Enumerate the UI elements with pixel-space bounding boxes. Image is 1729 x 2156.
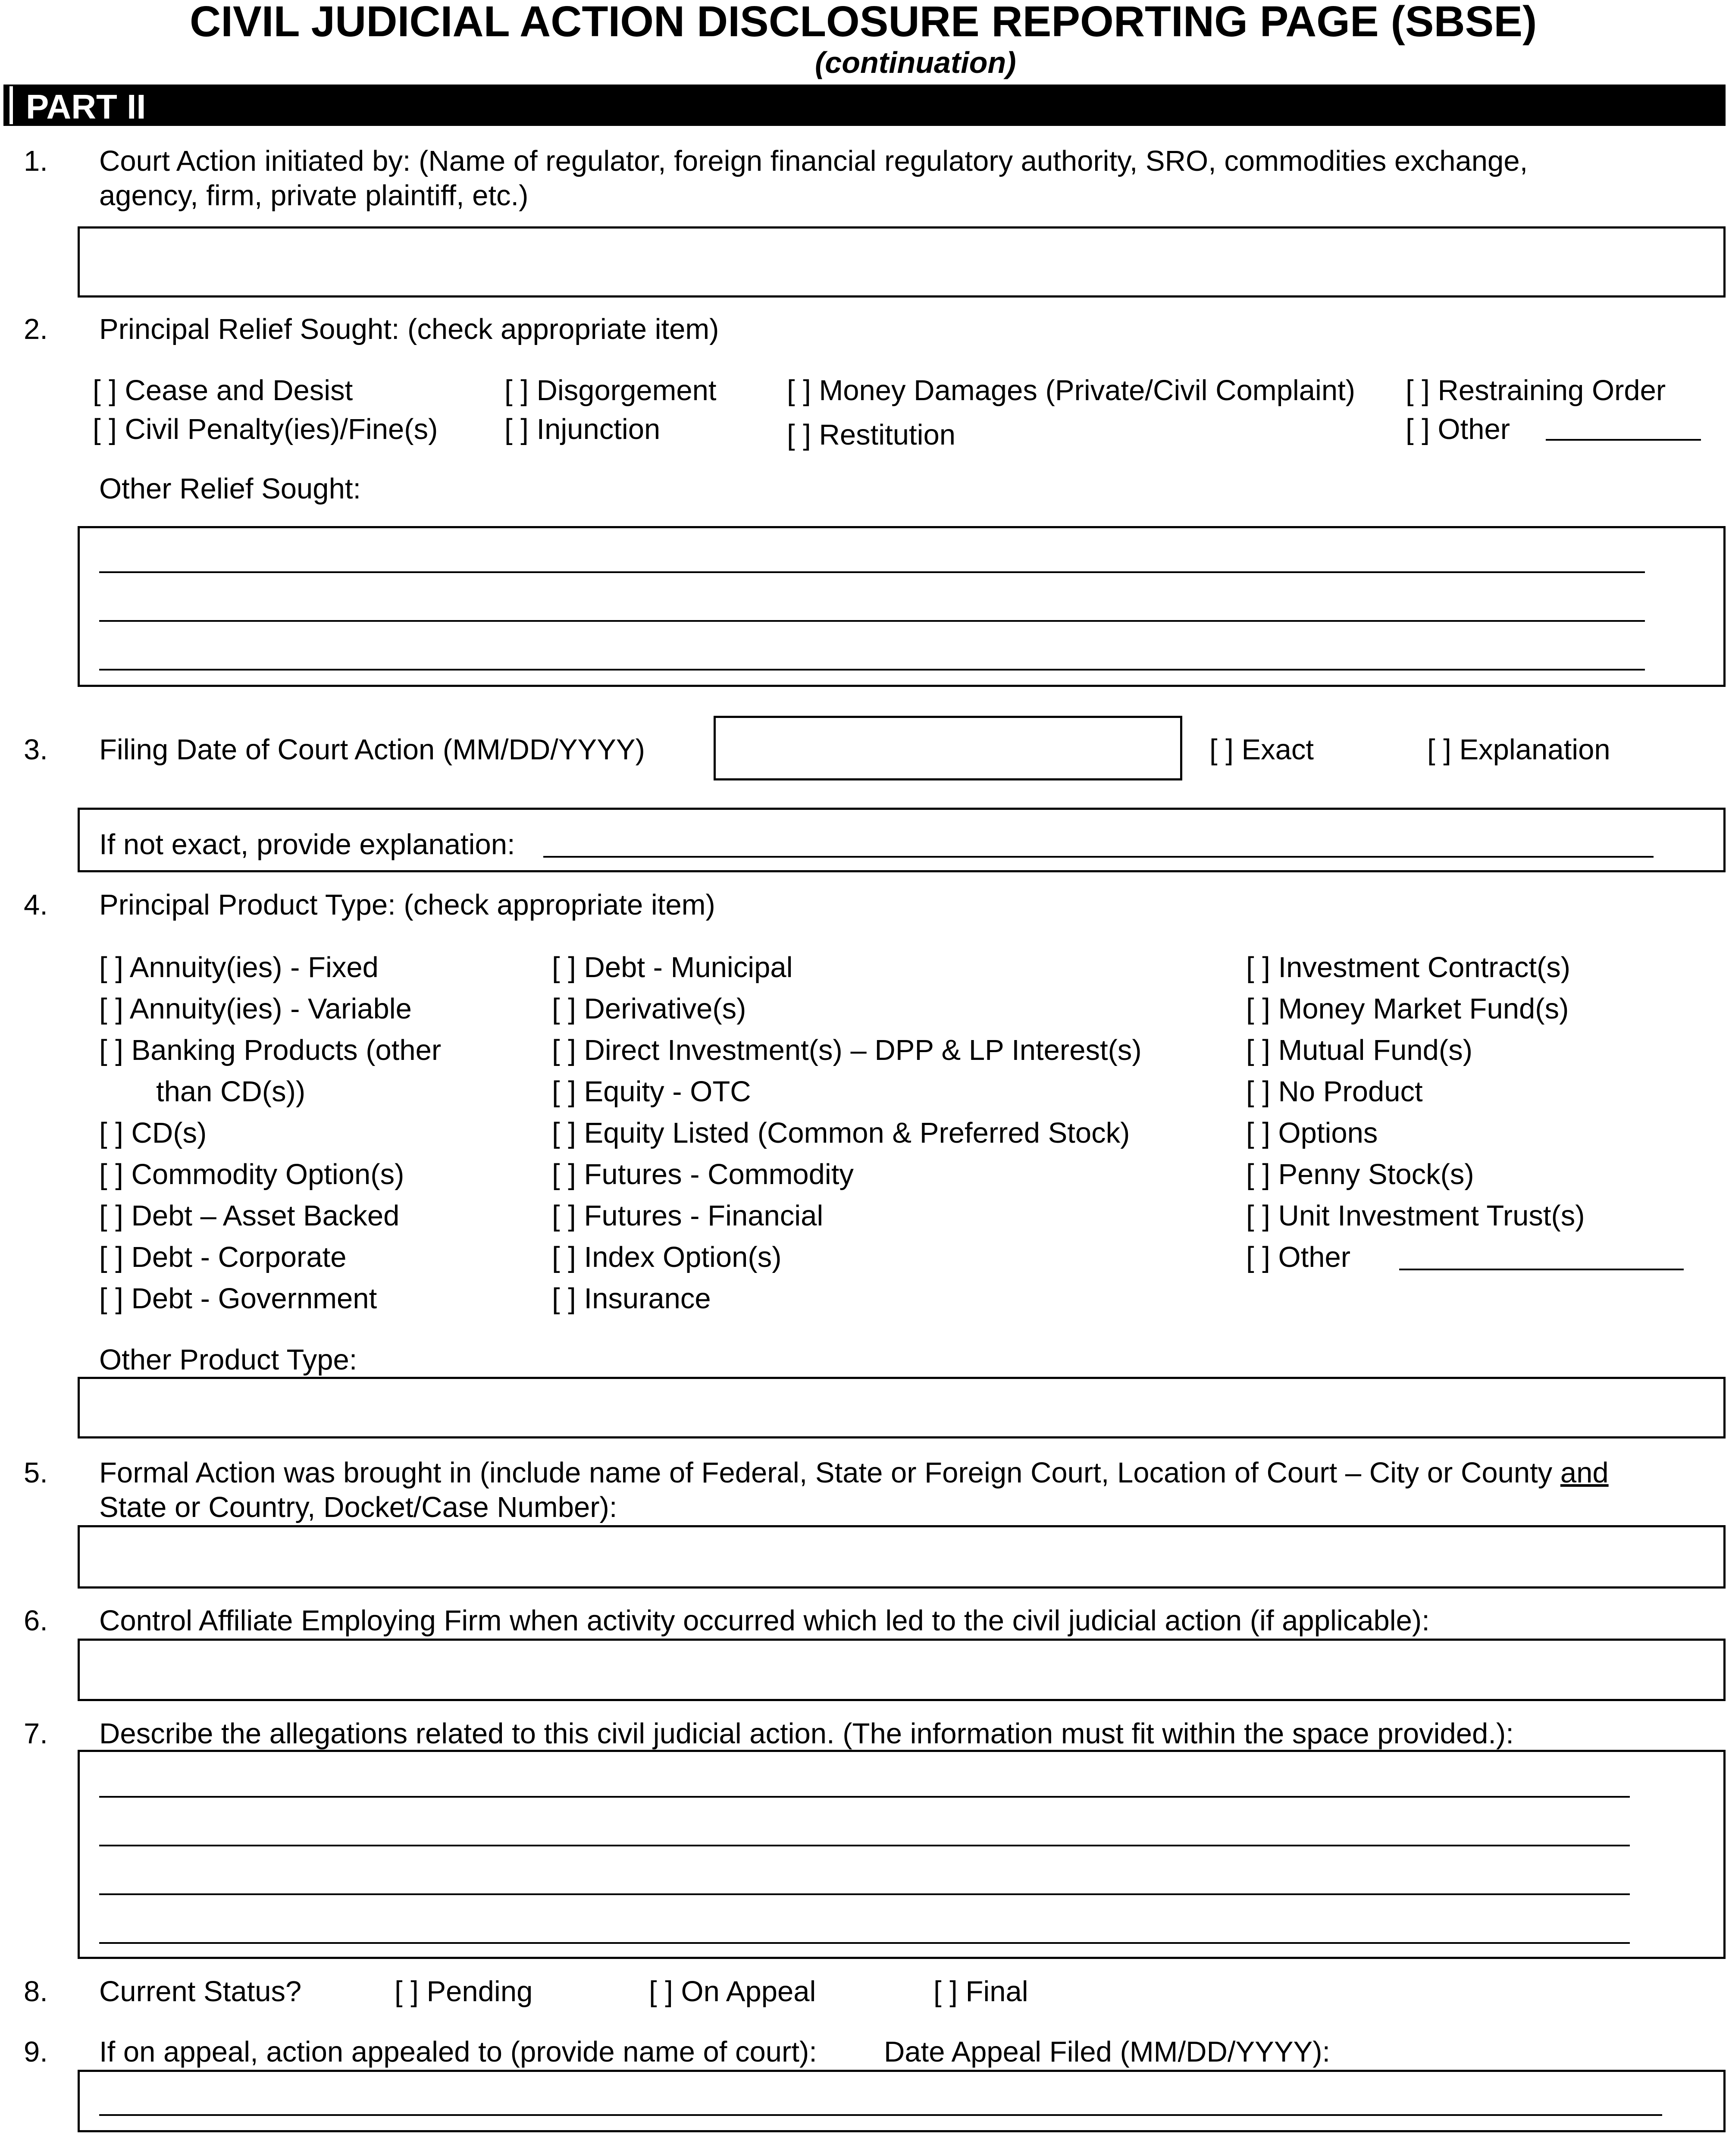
product-banking-products-continued: than CD(s)) [156,1075,306,1108]
formal-action-court-field[interactable] [78,1525,1726,1589]
relief-civil-penalty-checkbox[interactable]: [ ] Civil Penalty(ies)/Fine(s) [93,413,438,445]
q7-number: 7. [24,1717,48,1750]
filing-date-explanation-checkbox[interactable]: [ ] Explanation [1427,733,1610,766]
product-cd-checkbox[interactable]: [ ] CD(s) [99,1117,207,1149]
product-other-blank[interactable] [1399,1269,1684,1270]
filing-date-field[interactable] [714,716,1182,780]
q4-text: Principal Product Type: (check appropriate item) [99,889,715,921]
product-debt-government-checkbox[interactable]: [ ] Debt - Government [99,1282,377,1315]
relief-disgorgement-checkbox[interactable]: [ ] Disgorgement [504,374,717,407]
q7-text: Describe the allegations related to this civil judicial action. (The information must fit within the space provided.): [99,1717,1514,1750]
product-debt-municipal-checkbox[interactable]: [ ] Debt - Municipal [552,951,793,984]
product-options-checkbox[interactable]: [ ] Options [1246,1117,1378,1149]
status-on-appeal-checkbox[interactable]: [ ] On Appeal [649,1975,816,2008]
appeal-court-line [99,2114,1662,2116]
relief-injunction-checkbox[interactable]: [ ] Injunction [504,413,661,445]
product-penny-stock-checkbox[interactable]: [ ] Penny Stock(s) [1246,1158,1474,1191]
control-affiliate-field[interactable] [78,1639,1726,1701]
product-debt-corporate-checkbox[interactable]: [ ] Debt - Corporate [99,1241,347,1273]
product-commodity-option-checkbox[interactable]: [ ] Commodity Option(s) [99,1158,404,1191]
q5-text-line1 [99,1458,1609,1487]
page-subtitle: (continuation) [815,46,1016,79]
q8-number: 8. [24,1975,48,2008]
appeal-court-field[interactable] [78,2070,1726,2132]
q9-number: 9. [24,2036,48,2068]
q2-number: 2. [24,313,48,345]
q1-text-line2: agency, firm, private plaintiff, etc.) [99,179,529,212]
q5-text-line1-underlined: and [1560,1457,1609,1489]
q1-number: 1. [24,145,48,177]
relief-other-blank[interactable] [1546,439,1701,441]
other-relief-field[interactable] [78,526,1726,687]
product-annuity-fixed-checkbox[interactable]: [ ] Annuity(ies) - Fixed [99,951,379,984]
q1-text-line1: Court Action initiated by: (Name of regulator, foreign financial regulatory authority, SRO, commodities exchange, [99,145,1528,177]
allegations-field[interactable] [78,1750,1726,1959]
product-unit-investment-trust-checkbox[interactable]: [ ] Unit Investment Trust(s) [1246,1200,1585,1232]
product-equity-otc-checkbox[interactable]: [ ] Equity - OTC [552,1075,751,1108]
product-insurance-checkbox[interactable]: [ ] Insurance [552,1282,711,1315]
q8-text: Current Status? [99,1975,302,2008]
q4-number: 4. [24,889,48,921]
q2-text: Principal Relief Sought: (check appropriate item) [99,313,719,345]
product-index-option-checkbox[interactable]: [ ] Index Option(s) [552,1241,782,1273]
product-no-product-checkbox[interactable]: [ ] No Product [1246,1075,1423,1108]
relief-restitution-checkbox[interactable]: [ ] Restitution [787,419,956,451]
q3-text: Filing Date of Court Action (MM/DD/YYYY) [99,733,645,766]
allegations-line [99,1942,1630,1944]
product-mutual-fund-checkbox[interactable]: [ ] Mutual Fund(s) [1246,1034,1473,1066]
q3-number: 3. [24,733,48,766]
other-relief-label: Other Relief Sought: [99,473,361,505]
q5-text-line2: State or Country, Docket/Case Number): [99,1491,617,1523]
filing-date-explanation-box [78,808,1726,872]
page-title: CIVIL JUDICIAL ACTION DISCLOSURE REPORTING PAGE (SBSE) [190,0,1537,46]
product-banking-products-checkbox[interactable]: [ ] Banking Products (other [99,1034,442,1066]
q6-number: 6. [24,1604,48,1637]
product-investment-contract-checkbox[interactable]: [ ] Investment Contract(s) [1246,951,1571,984]
q9-text: If on appeal, action appealed to (provide name of court): [99,2036,817,2068]
other-relief-line [99,571,1645,573]
relief-other-checkbox[interactable]: [ ] Other [1406,413,1510,445]
relief-cease-desist-checkbox[interactable]: [ ] Cease and Desist [93,374,353,407]
product-direct-investment-checkbox[interactable]: [ ] Direct Investment(s) – DPP & LP Interest(s) [552,1034,1142,1066]
allegations-line [99,1845,1630,1846]
relief-money-damages-checkbox[interactable]: [ ] Money Damages (Private/Civil Complaint) [787,374,1356,407]
product-derivatives-checkbox[interactable]: [ ] Derivative(s) [552,993,746,1025]
q6-text: Control Affiliate Employing Firm when activity occurred which led to the civil judicial action (if applicable): [99,1604,1430,1637]
q5-text-line1-main: Formal Action was brought in (include name of Federal, State or Foreign Court, Location of Court – City or County [99,1457,1560,1489]
product-debt-asset-backed-checkbox[interactable]: [ ] Debt – Asset Backed [99,1200,400,1232]
product-futures-financial-checkbox[interactable]: [ ] Futures - Financial [552,1200,824,1232]
q1-court-action-initiator-field[interactable] [78,226,1726,298]
other-relief-line [99,620,1645,622]
q9-date-text: Date Appeal Filed (MM/DD/YYYY): [884,2036,1331,2068]
other-product-type-label: Other Product Type: [99,1344,357,1376]
product-equity-listed-checkbox[interactable]: [ ] Equity Listed (Common & Preferred Stock) [552,1117,1130,1149]
q5-number: 5. [24,1457,48,1489]
other-product-type-field[interactable] [78,1377,1726,1438]
relief-restraining-order-checkbox[interactable]: [ ] Restraining Order [1406,374,1666,407]
filing-date-not-exact-label: If not exact, provide explanation: [99,828,515,861]
product-money-market-fund-checkbox[interactable]: [ ] Money Market Fund(s) [1246,993,1569,1025]
filing-date-exact-checkbox[interactable]: [ ] Exact [1209,733,1314,766]
other-relief-line [99,669,1645,671]
allegations-line [99,1893,1630,1895]
status-final-checkbox[interactable]: [ ] Final [933,1975,1028,2008]
status-pending-checkbox[interactable]: [ ] Pending [395,1975,533,2008]
product-annuity-variable-checkbox[interactable]: [ ] Annuity(ies) - Variable [99,993,412,1025]
part-header-bar [3,85,1726,126]
product-futures-commodity-checkbox[interactable]: [ ] Futures - Commodity [552,1158,854,1191]
allegations-line [99,1796,1630,1798]
part-label: PART II [26,88,146,126]
product-other-checkbox[interactable]: [ ] Other [1246,1241,1351,1273]
filing-date-explanation-line[interactable] [543,856,1654,858]
